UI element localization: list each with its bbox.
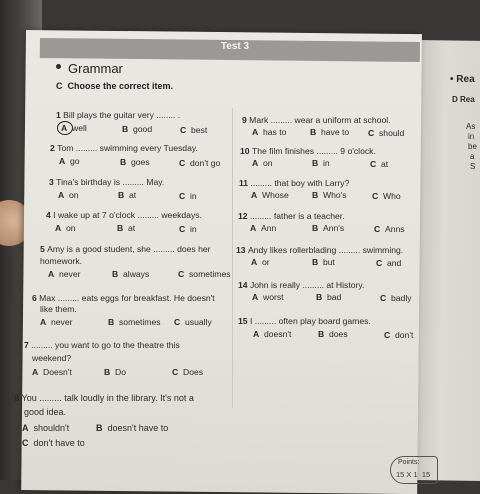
points-total: 15 <box>421 470 431 479</box>
option-c[interactable]: C Who <box>372 191 401 201</box>
option-text: at <box>129 190 137 200</box>
question-5-cont: homework. <box>40 256 83 266</box>
question-text: ......... you want to go to the theatre this <box>31 340 180 350</box>
question-number: 6 <box>32 293 37 303</box>
option-text: at <box>381 159 389 169</box>
right-fragment: be <box>468 142 477 151</box>
question-6-cont: like them. <box>40 304 77 314</box>
question-10 <box>240 147 376 156</box>
option-text: good <box>133 124 153 134</box>
question-number: 12 <box>238 211 248 221</box>
option-a[interactable]: A worst <box>252 292 284 302</box>
option-a[interactable]: A well <box>61 123 87 133</box>
question-number: 7 <box>24 340 29 350</box>
option-a[interactable]: A go <box>59 156 80 166</box>
option-c[interactable]: C in <box>179 191 197 201</box>
right-fragment: S <box>470 162 476 171</box>
question-9 <box>242 116 391 125</box>
question-6 <box>32 294 215 303</box>
option-text: usually <box>185 317 212 327</box>
right-page <box>412 40 480 481</box>
question-text: I wake up at 7 o'clock ......... weekdays. <box>53 210 202 220</box>
option-b[interactable]: B but <box>312 257 335 267</box>
question-number: 3 <box>49 177 54 187</box>
option-b[interactable]: B at <box>117 223 136 233</box>
option-c[interactable]: C don't have to <box>22 438 85 448</box>
instruction-text: Choose the correct item. <box>67 81 174 91</box>
option-b[interactable]: B goes <box>120 157 150 167</box>
option-text: in <box>323 158 330 168</box>
question-number: 14 <box>238 280 248 290</box>
option-text: and <box>387 258 402 268</box>
question-8 <box>14 394 194 403</box>
option-text: Who <box>383 191 401 201</box>
option-text: well <box>72 123 87 133</box>
option-text: don't go <box>190 158 221 168</box>
option-text: does <box>329 329 348 339</box>
question-2 <box>50 144 198 153</box>
option-c[interactable]: C don't go <box>179 158 221 168</box>
option-a[interactable]: A never <box>48 269 81 279</box>
bullet-icon <box>56 64 61 69</box>
option-a[interactable]: A shouldn't <box>22 423 70 433</box>
option-text: doesn't <box>264 329 292 339</box>
question-11 <box>239 179 349 188</box>
right-page-d-word: Rea <box>460 95 475 104</box>
column-divider <box>232 108 233 408</box>
option-text: don't have to <box>33 438 85 448</box>
question-number: 1 <box>56 110 61 120</box>
question-7 <box>24 341 180 350</box>
option-text: doesn't have to <box>107 423 169 433</box>
option-text: bad <box>327 292 342 302</box>
right-fragment: As <box>466 122 476 131</box>
question-15 <box>238 317 371 326</box>
option-b[interactable]: B Ann's <box>312 223 345 233</box>
question-12 <box>238 212 345 221</box>
option-text: Whose <box>262 190 289 200</box>
points-formula: 15 X 1 <box>396 470 418 479</box>
right-fragment: in <box>468 132 475 141</box>
option-c[interactable]: C usually <box>174 317 212 327</box>
option-b[interactable]: B Who's <box>312 190 347 200</box>
question-8-cont: good idea. <box>24 407 67 417</box>
option-text: sometimes <box>119 317 161 327</box>
option-text: Doesn't <box>43 367 72 377</box>
option-text: go <box>70 156 80 166</box>
option-text: don't <box>395 330 414 340</box>
test-title: Test 3 <box>220 41 250 52</box>
option-text: always <box>123 269 150 279</box>
option-b[interactable]: B at <box>118 190 137 200</box>
question-5 <box>40 245 211 254</box>
instruction-letter: C <box>56 81 63 91</box>
option-c[interactable]: C best <box>180 125 208 135</box>
right-fragment: a <box>470 152 475 161</box>
option-a[interactable]: A doesn't <box>253 329 292 339</box>
option-b[interactable]: B have to <box>310 127 350 137</box>
question-number: 5 <box>40 244 45 254</box>
right-page-section <box>452 95 475 104</box>
option-b[interactable]: B Do <box>104 367 126 377</box>
option-text: have to <box>321 127 350 137</box>
option-c[interactable]: C and <box>376 258 402 268</box>
option-b[interactable]: B bad <box>316 292 342 302</box>
option-text: at <box>128 223 136 233</box>
option-b[interactable]: B always <box>112 269 150 279</box>
question-text: Mark ......... wear a uniform at school. <box>249 115 391 125</box>
option-c[interactable]: C Anns <box>374 224 405 234</box>
right-page-bullet: • Rea <box>450 74 475 85</box>
option-text: never <box>59 269 81 279</box>
option-text: goes <box>131 157 150 167</box>
question-number: 9 <box>242 115 247 125</box>
option-text: Does <box>183 367 204 377</box>
question-number: 8 <box>14 393 20 403</box>
question-1 <box>56 111 180 120</box>
question-text: Max ......... eats eggs for breakfast. He doesn't <box>39 293 215 303</box>
option-b[interactable]: B does <box>318 329 348 339</box>
question-number: 4 <box>46 210 51 220</box>
option-text: on <box>66 223 76 233</box>
question-text: Bill plays the guitar very ........ . <box>63 110 181 120</box>
points-value <box>396 470 430 479</box>
question-text: Tom ......... swimming every Tuesday. <box>57 143 198 153</box>
question-number: 13 <box>236 245 246 255</box>
option-text: should <box>379 128 405 138</box>
option-text: badly <box>391 293 412 303</box>
option-text: on <box>69 190 79 200</box>
option-text: best <box>191 125 208 135</box>
option-a[interactable]: A on <box>55 223 76 233</box>
question-text: Amy is a good student, she ......... does her <box>47 244 211 254</box>
option-c[interactable]: C Does <box>172 367 204 377</box>
option-c[interactable]: C in <box>179 224 197 234</box>
right-page-d-letter: D <box>452 95 458 104</box>
option-a[interactable]: A on <box>252 158 273 168</box>
option-b[interactable]: B sometimes <box>108 317 161 327</box>
option-text: has to <box>263 127 287 137</box>
question-text: Tina's birthday is ......... May. <box>56 177 165 187</box>
question-text: John is really ......... at History. <box>249 280 365 290</box>
option-text: or <box>262 257 270 267</box>
option-b[interactable]: B good <box>122 124 153 134</box>
option-c[interactable]: C sometimes <box>178 269 231 279</box>
option-c[interactable]: C at <box>370 159 389 169</box>
option-a[interactable]: A or <box>251 257 270 267</box>
instruction <box>56 81 173 91</box>
option-text: on <box>263 158 273 168</box>
question-text: I ......... often play board games. <box>249 316 371 326</box>
option-b[interactable]: B in <box>312 158 330 168</box>
question-number: 10 <box>240 146 250 156</box>
option-text: Who's <box>323 190 347 200</box>
option-b[interactable]: B doesn't have to <box>96 423 169 433</box>
option-c[interactable]: C don't <box>384 330 414 340</box>
question-text: ......... that boy with Larry? <box>250 178 350 188</box>
question-3 <box>49 178 164 187</box>
question-number: 11 <box>239 178 249 188</box>
option-text: in <box>190 224 197 234</box>
question-number: 15 <box>238 316 248 326</box>
option-text: Ann's <box>323 223 345 233</box>
question-13 <box>236 246 403 255</box>
option-text: Anns <box>385 224 405 234</box>
option-a[interactable]: A Ann <box>250 223 277 233</box>
option-a[interactable]: A Doesn't <box>32 367 72 377</box>
question-14 <box>238 281 364 290</box>
option-a[interactable]: A on <box>58 190 79 200</box>
right-page-heading: Rea <box>456 74 475 85</box>
option-text: shouldn't <box>33 423 70 433</box>
question-number: 2 <box>50 143 55 153</box>
section-heading: Grammar <box>68 61 123 76</box>
option-text: Ann <box>261 223 277 233</box>
option-c[interactable]: C should <box>368 128 405 138</box>
option-text: never <box>51 317 73 327</box>
option-a[interactable]: A Whose <box>251 190 289 200</box>
question-text: ......... father is a teacher. <box>249 211 345 221</box>
question-text: The film finishes ......... 9 o'clock. <box>251 146 376 156</box>
option-text: but <box>323 257 335 267</box>
question-text: You ......... talk loudly in the library. It's not a <box>21 393 194 403</box>
question-7-cont: weekend? <box>32 353 72 363</box>
option-text: worst <box>263 292 284 302</box>
question-4 <box>46 211 202 220</box>
option-c[interactable]: C badly <box>380 293 412 303</box>
option-text: in <box>190 191 197 201</box>
option-text: sometimes <box>189 269 231 279</box>
option-text: Do <box>115 367 126 377</box>
question-text: Andy likes rollerblading ......... swimming. <box>247 245 404 255</box>
points-label: Points: <box>398 459 420 466</box>
option-a[interactable]: A never <box>40 317 73 327</box>
option-a[interactable]: A has to <box>252 127 287 137</box>
